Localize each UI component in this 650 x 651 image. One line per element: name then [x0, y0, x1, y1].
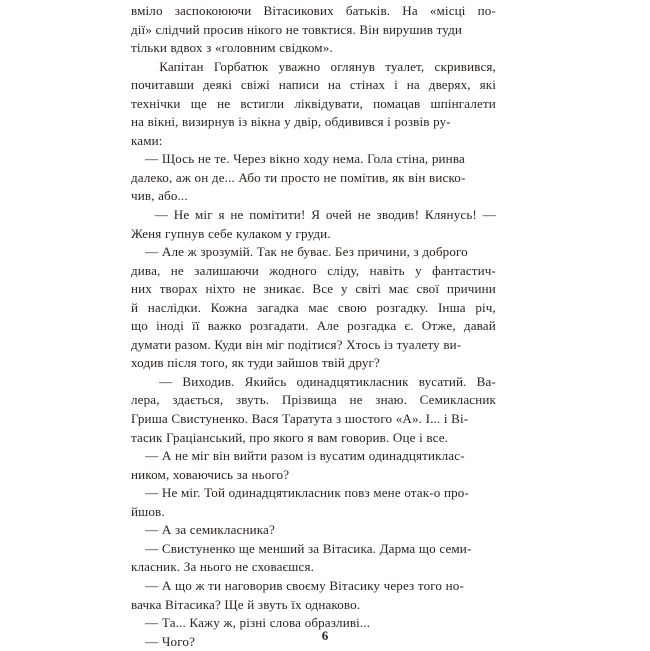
text-line: тасик Граціанський, про якого я вам говорив. Оце і все. — [131, 429, 449, 445]
page-number: 6 — [321, 628, 329, 643]
text-line: що іноді її важко розгадати. Але розгадка є. Отже, давай — [131, 318, 496, 334]
text-line: на вікні, визирнув із вікна у двір, обдивився і розвів ру- — [131, 114, 451, 130]
text-line: Гриша Свистуненко. Вася Таратута з шостого «А». І... і Ві- — [131, 411, 469, 427]
text-line: — Свистуненко ще менший за Вітасика. Дарма що семи- — [131, 540, 472, 556]
text-line: ками: — [131, 132, 163, 148]
text-line: ником, ховаючись за нього? — [131, 466, 290, 482]
text-line: — А що ж ти наговорив своєму Вітасику через того но- — [131, 577, 464, 593]
paragraph — [131, 373, 496, 447]
text-line: — Виходив. Якийсь одинадцятикласник вусатий. Ва- — [131, 373, 496, 392]
text-line: класник. За нього не сховаєшся. — [131, 559, 315, 575]
text-line: дії» слідчий просив нікого не товктися. Він вирушив туди — [131, 21, 463, 37]
text-line: далеко, аж он де... Або ти просто не помітив, як він виско- — [131, 169, 466, 185]
text-line: Женя гупнув себе кулаком у груди. — [131, 225, 331, 241]
text-line: й наслідки. Кожна загадка має свою розгадку. Інша річ, — [131, 299, 496, 315]
paragraph — [131, 447, 496, 484]
text-line: Капітан Горбатюк уважно оглянув туалет, скривився, — [131, 58, 496, 77]
paragraph — [131, 206, 496, 243]
text-line: — А не міг він вийти разом із вусатим одинадцятиклас- — [131, 448, 465, 464]
paragraph — [131, 521, 496, 540]
paragraph — [131, 2, 496, 58]
paragraph-indent — [131, 373, 149, 392]
text-line: думати разом. Куди він міг подітися? Хтось із туалету ви- — [131, 336, 462, 352]
text-line: лера, здається, звуть. Прізвища не знаю. Семикласник — [131, 392, 496, 408]
text-line: — Не міг я не помітити! Я очей не зводив! Клянусь! — — [131, 206, 496, 225]
paragraph — [131, 577, 496, 614]
text-line: — Не міг. Той одинадцятикласник повз мене отак-о про- — [131, 485, 469, 501]
text-line: йшов. — [131, 503, 165, 519]
text-line: тільки вдвох з «головним свідком». — [131, 40, 333, 56]
text-line: чив, або... — [131, 188, 188, 204]
text-line: технічки ще не встигли ліквідувати, помацав шпінгалети — [131, 95, 496, 111]
paragraph-indent — [131, 58, 149, 77]
paragraph-indent — [131, 206, 149, 225]
text-line: вачка Вітасика? Ще й звуть їх однаково. — [131, 596, 361, 612]
paragraph — [131, 484, 496, 521]
text-line: почитавши деякі свіжі написи на стінах і на дверях, які — [131, 77, 496, 93]
text-line: вміло заспокоюючи Вітасикових батьків. На «місці по- — [131, 3, 496, 18]
text-line: дива, не залишаючи жодного сліду, навіть у фантастич- — [131, 262, 496, 278]
text-line: них творах ніхто не зникає. Все у світі має свої причини — [131, 281, 496, 297]
text-line: — Щось не те. Через вікно ходу нема. Гола стіна, ринва — [131, 151, 465, 167]
text-line: — Але ж зрозумій. Так не буває. Без причини, з доброго — [131, 244, 468, 260]
paragraph — [131, 150, 496, 206]
text-line: — А за семикласника? — [131, 522, 275, 538]
page-text-block — [131, 2, 496, 651]
text-line: — Та... Кажу ж, різні слова образливі... — [131, 615, 371, 631]
paragraph — [131, 540, 496, 577]
paragraph — [131, 243, 496, 373]
paragraph — [131, 58, 496, 151]
text-line: ходив після того, як туди зайшов твій друг? — [131, 355, 380, 371]
text-line: — Чого? — [131, 633, 196, 649]
